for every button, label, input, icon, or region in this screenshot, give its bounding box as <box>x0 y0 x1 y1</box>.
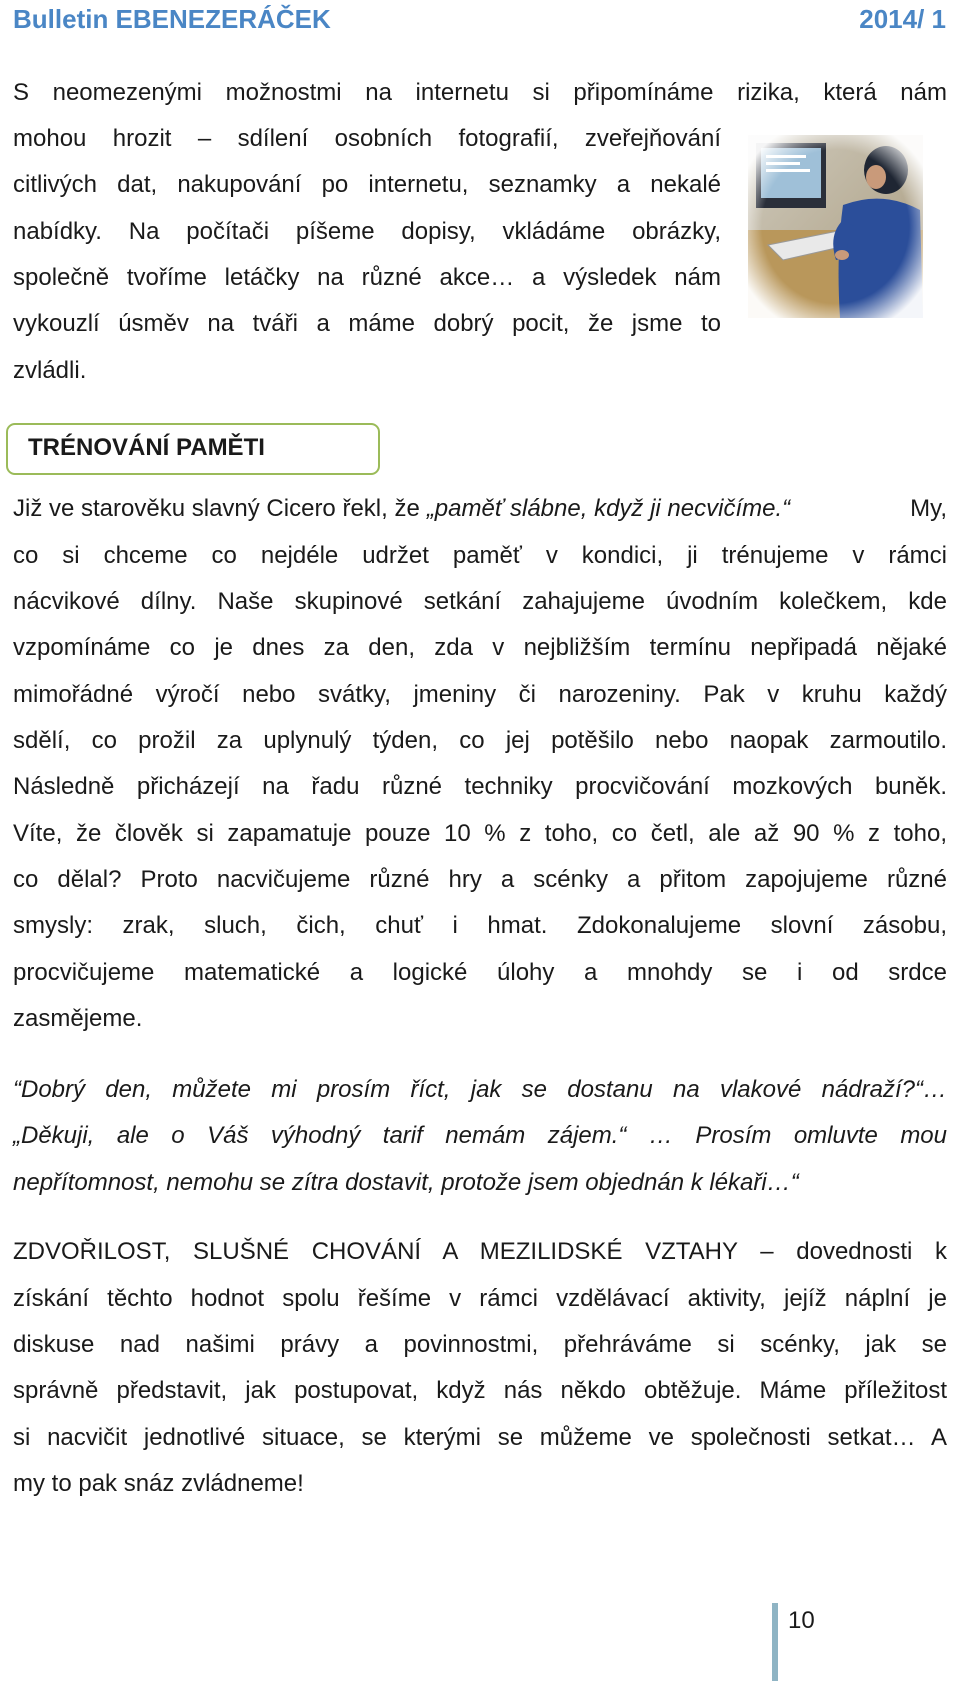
intro-line: vykouzlí úsměv na tváři a máme dobrý pocit, že jsme to <box>13 310 721 337</box>
body-line: zasmějeme. <box>13 1005 143 1032</box>
intro-line: S neomezenými možnostmi na internetu si připomínáme rizika, která nám <box>13 79 947 106</box>
bulletin-issue: 2014/ 1 <box>859 3 946 34</box>
quote-line: „Děkuji, ale o Váš výhodný tarif nemám zájem.“ … Prosím omluvte mou <box>13 1122 947 1149</box>
quote-line: “Dobrý den, můžete mi prosím říct, jak se dostanu na vlakové nádraží?“… <box>13 1076 947 1103</box>
body-line <box>13 486 947 532</box>
body-line: diskuse nad našimi právy a povinnostmi, přehráváme si scénky, jak se <box>13 1331 947 1358</box>
section-heading-box <box>6 423 380 475</box>
body-line: nácvikové dílny. Naše skupinové setkání zahajujeme úvodním kolečkem, kde <box>13 588 947 615</box>
page-header <box>13 4 946 34</box>
intro-line: zvládli. <box>13 357 87 384</box>
body-line: ZDVOŘILOST, SLUŠNÉ CHOVÁNÍ A MEZILIDSKÉ VZTAHY – dovednosti k <box>13 1238 947 1265</box>
body-text: Již ve starověku slavný Cicero řekl, že <box>13 495 420 522</box>
body-text: My, <box>903 495 947 522</box>
body-line: si nacvičit jednotlivé situace, se kterými se můžeme ve společnosti setkat… A <box>13 1424 947 1451</box>
cicero-quote: „paměť slábne, když ji necvičíme.“ <box>426 495 791 522</box>
intro-line: citlivých dat, nakupování po internetu, seznamky a nekalé <box>13 171 721 198</box>
body-line: sdělí, co prožil za uplynulý týden, co jej potěšilo nebo naopak zarmoutilo. <box>13 727 947 754</box>
body-line: smysly: zrak, sluch, čich, chuť i hmat. Zdokonalujeme slovní zásobu, <box>13 912 947 939</box>
body-line: získání těchto hodnot spolu řešíme v rámci vzdělávací aktivity, jejíž náplní je <box>13 1285 947 1312</box>
body-line: Následně přicházejí na řadu různé techniky procvičování mozkových buněk. <box>13 773 947 800</box>
body-line: mimořádné výročí nebo svátky, jmeniny či narozeniny. Pak v kruhu každý <box>13 681 947 708</box>
body-line: co dělal? Proto nacvičujeme různé hry a scénky a přitom zapojujeme různé <box>13 866 947 893</box>
body-line: správně představit, jak postupovat, když nás někdo obtěžuje. Máme příležitost <box>13 1377 947 1404</box>
intro-line: nabídky. Na počítači píšeme dopisy, vkládáme obrázky, <box>13 218 721 245</box>
body-line: procvičujeme matematické a logické úlohy a mnohdy se i od srdce <box>13 959 947 986</box>
body-line: Víte, že člověk si zapamatuje pouze 10 % z toho, co četl, ale až 90 % z toho, <box>13 820 947 847</box>
page-number: 10 <box>788 1607 815 1634</box>
section-heading: TRÉNOVÁNÍ PAMĚTI <box>28 434 265 461</box>
body-line: co si chceme co nejdéle udržet paměť v kondici, ji trénujeme v rámci <box>13 542 947 569</box>
footer-divider <box>772 1603 778 1681</box>
photo-illustration-icon <box>748 135 923 318</box>
person-at-computer-photo <box>748 135 923 318</box>
intro-line: mohou hrozit – sdílení osobních fotografií, zveřejňování <box>13 125 721 152</box>
body-line: my to pak snáz zvládneme! <box>13 1470 304 1497</box>
bulletin-title: Bulletin EBENEZERÁČEK <box>13 3 331 34</box>
intro-line: společně tvoříme letáčky na různé akce… a výsledek nám <box>13 264 721 291</box>
body-line: vzpomínáme co je dnes za den, zda v nejbližším termínu nepřipadá nějaké <box>13 634 947 661</box>
quote-line: nepřítomnost, nemohu se zítra dostavit, protože jsem objednán k lékaři…“ <box>13 1169 799 1196</box>
